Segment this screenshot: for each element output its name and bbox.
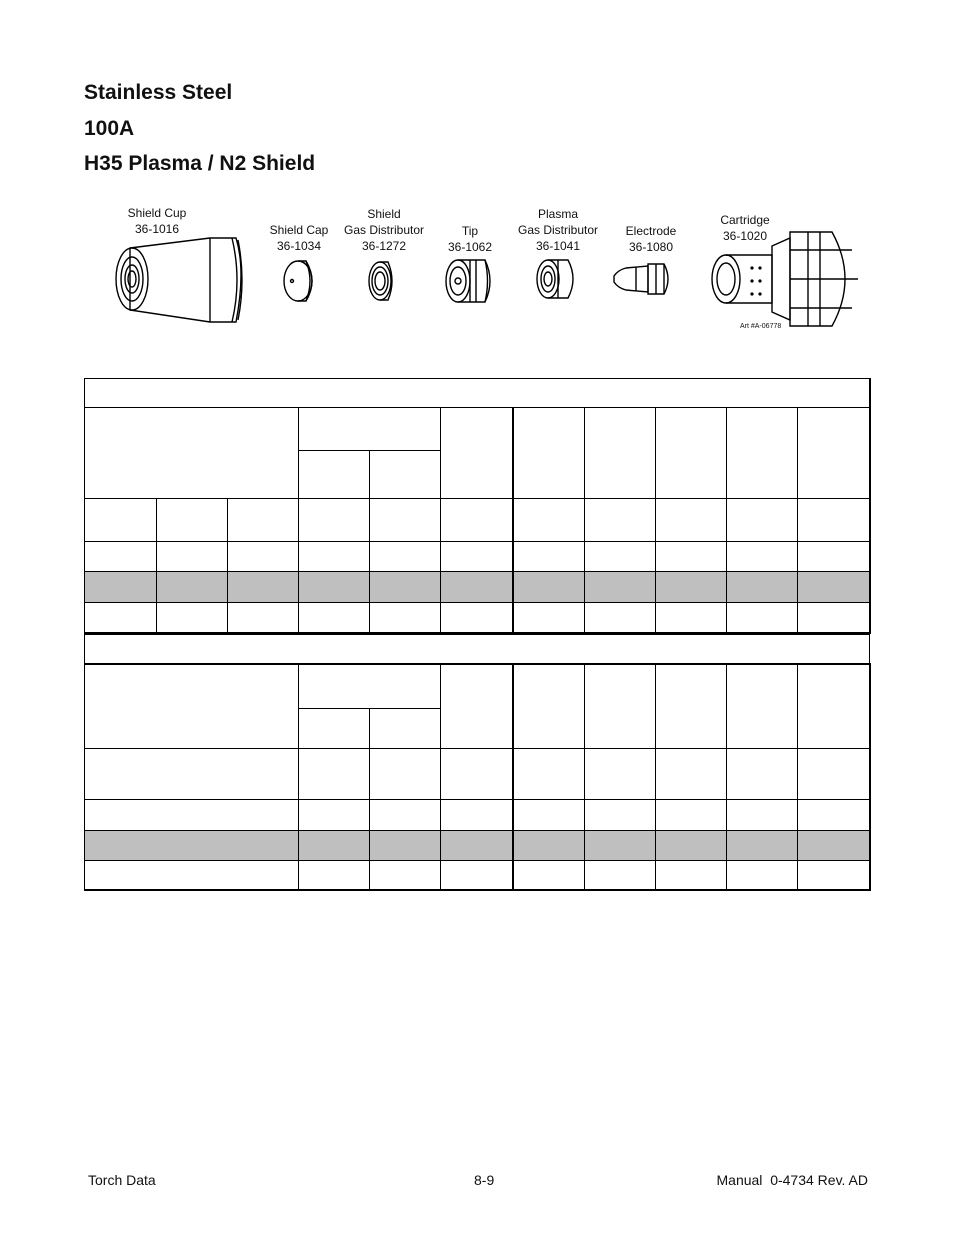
shield-gas-distributor-drawing: [369, 262, 392, 300]
table-cell: [441, 664, 513, 749]
table-cell: [85, 800, 299, 831]
table-cell: [513, 408, 585, 499]
table-cell: [85, 635, 870, 664]
table-cell: [798, 499, 870, 542]
part-name-line1: Shield: [367, 207, 401, 221]
table-cell: [727, 499, 798, 542]
table-cell: [157, 603, 228, 633]
table-cell: [441, 749, 513, 800]
table-row: [85, 861, 870, 890]
table-cell: [370, 542, 441, 572]
table-cell: [441, 831, 513, 861]
table-row-shaded: [85, 831, 870, 861]
table-cell: [228, 572, 299, 603]
table-cell: [727, 831, 798, 861]
part-number: 36-1041: [535, 239, 581, 253]
table-row: [85, 542, 870, 572]
table-row: [85, 603, 870, 633]
table-cell: [299, 572, 370, 603]
tip-drawing: [446, 260, 490, 302]
page-title-amperage: 100A: [84, 117, 135, 140]
table-cell: [299, 499, 370, 542]
table-cell: [585, 408, 656, 499]
cut-chart-table-lower: [84, 634, 871, 891]
table-cell: [85, 572, 157, 603]
table-cell: [370, 800, 441, 831]
part-name: Cartridge: [720, 213, 770, 227]
table-cell: [85, 379, 870, 408]
table-cell: [441, 800, 513, 831]
table-cell: [513, 861, 585, 890]
footer-manual-number: Manual 0-4734 Rev. AD: [716, 1172, 868, 1188]
part-name: Tip: [461, 224, 479, 238]
table-cell: [370, 572, 441, 603]
part-name-line2: Gas Distributor: [343, 223, 425, 237]
table-cell: [656, 408, 727, 499]
table-cell: [85, 749, 299, 800]
table-cell: [441, 408, 513, 499]
table-cell: [370, 749, 441, 800]
part-number: 36-1272: [361, 239, 407, 253]
part-name: Shield Cap: [269, 223, 329, 237]
part-number: 36-1020: [722, 229, 768, 243]
table-cell: [798, 831, 870, 861]
cartridge-drawing: [712, 232, 858, 326]
table-cell: [656, 664, 727, 749]
table-cell: [656, 542, 727, 572]
table-cell: [798, 408, 870, 499]
table-cell: [798, 749, 870, 800]
part-name: Shield Cup: [127, 206, 187, 220]
footer-page-number: 8-9: [474, 1172, 495, 1188]
table-cell: [513, 603, 585, 633]
table-cell: [441, 861, 513, 890]
table-cell: [299, 542, 370, 572]
table-cell: [727, 800, 798, 831]
table-cell: [85, 542, 157, 572]
part-number: 36-1062: [447, 240, 493, 254]
table-cell: [727, 572, 798, 603]
art-number: Art #A-06778: [740, 323, 782, 330]
table-cell: [513, 664, 585, 749]
table-cell: [656, 603, 727, 633]
table-cell: [585, 542, 656, 572]
table-cell: [299, 603, 370, 633]
table-cell: [727, 408, 798, 499]
table-cell: [157, 542, 228, 572]
table-cell: [585, 831, 656, 861]
table-cell: [157, 572, 228, 603]
table-cell: [585, 603, 656, 633]
table-cell: [656, 499, 727, 542]
table-cell: [299, 451, 370, 499]
table-cell: [727, 542, 798, 572]
table-cell: [441, 499, 513, 542]
table-cell: [798, 861, 870, 890]
table-cell: [798, 603, 870, 633]
table-cell: [85, 603, 157, 633]
table-cell: [299, 861, 370, 890]
table-row: [85, 800, 870, 831]
table-row: [85, 749, 870, 800]
page-title-gases: H35 Plasma / N2 Shield: [84, 152, 316, 175]
table-cell: [798, 664, 870, 749]
table-cell: [656, 572, 727, 603]
table-cell: [585, 861, 656, 890]
table-cell: [441, 603, 513, 633]
table-cell: [585, 664, 656, 749]
shield-cup-drawing: [116, 238, 242, 322]
part-number: 36-1016: [134, 222, 180, 236]
table-header-row: [85, 664, 870, 709]
part-number: 36-1080: [628, 240, 674, 254]
table-cell: [228, 499, 299, 542]
table-cell: [727, 664, 798, 749]
table-header-row: [85, 408, 870, 451]
table-cell: [441, 572, 513, 603]
table-cell: [727, 749, 798, 800]
table-cell: [513, 749, 585, 800]
table-cell: [441, 542, 513, 572]
table-cell: [585, 572, 656, 603]
table-cell: [157, 499, 228, 542]
table-cell: [299, 800, 370, 831]
table-cell: [370, 709, 441, 749]
page-title-material: Stainless Steel: [84, 81, 233, 104]
table-cell: [585, 499, 656, 542]
part-number: 36-1034: [276, 239, 322, 253]
table-cell: [513, 572, 585, 603]
table-cell: [656, 749, 727, 800]
table-cell: [727, 603, 798, 633]
table-row: [85, 499, 870, 542]
table-cell: [299, 831, 370, 861]
electrode-drawing: [614, 264, 668, 294]
table-cell: [370, 861, 441, 890]
plasma-gas-distributor-drawing: [537, 260, 573, 298]
part-name-line2: Gas Distributor: [517, 223, 599, 237]
table-cell: [370, 603, 441, 633]
table-cell: [299, 709, 370, 749]
table-cell: [656, 800, 727, 831]
table-cell: [370, 499, 441, 542]
consumable-parts-illustration: [0, 0, 954, 360]
table-cell: [370, 831, 441, 861]
part-name: Electrode: [625, 224, 677, 238]
table-cell: [656, 831, 727, 861]
table-cell: [299, 749, 370, 800]
table-cell: [798, 800, 870, 831]
table-cell: [585, 800, 656, 831]
table-cell: [85, 664, 299, 749]
table-cell: [85, 861, 299, 890]
table-cell: [798, 572, 870, 603]
table-cell: [585, 749, 656, 800]
table-title-row: [85, 379, 870, 408]
table-cell: [513, 800, 585, 831]
table-cell: [85, 499, 157, 542]
shield-cap-drawing: [284, 261, 312, 301]
table-cell: [513, 542, 585, 572]
footer-section-name: Torch Data: [88, 1172, 156, 1188]
cut-chart-table-upper: [84, 378, 871, 634]
table-cell: [798, 542, 870, 572]
table-cell: [228, 603, 299, 633]
table-cell: [370, 451, 441, 499]
table-cell: [513, 499, 585, 542]
table-cell: [299, 664, 441, 709]
table-cell: [299, 408, 441, 451]
table-cell: [727, 861, 798, 890]
table-row-shaded: [85, 572, 870, 603]
table-cell: [656, 861, 727, 890]
table-cell: [513, 831, 585, 861]
table-cell: [228, 542, 299, 572]
table-title-row: [85, 635, 870, 664]
table-cell: [85, 408, 299, 499]
table-cell: [85, 831, 299, 861]
part-name-line1: Plasma: [537, 207, 578, 221]
